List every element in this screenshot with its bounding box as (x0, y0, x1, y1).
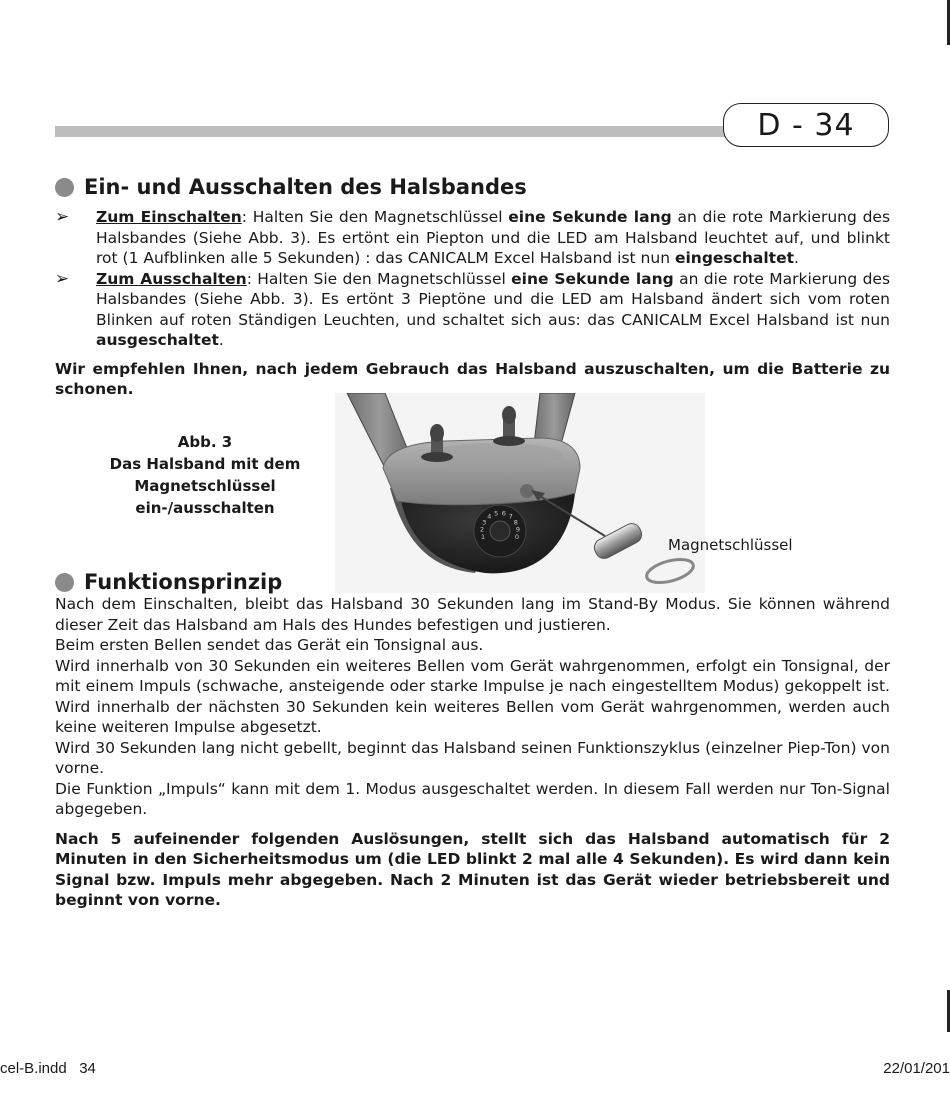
bullet-dot-icon (55, 573, 74, 592)
arrow-bullet-icon: ➢ (55, 207, 70, 227)
page-label: D - 34 (757, 107, 855, 143)
list-item-switch-off (55, 269, 890, 351)
dial-number: 3 (482, 518, 487, 527)
list-item-switch-on (55, 207, 890, 269)
section-title: Ein- und Ausschalten des Halsbandes (84, 175, 527, 199)
footer-file-info: cel-B.indd 34 (0, 1060, 96, 1077)
caption-line: Abb. 3 (177, 433, 233, 451)
dial-number: 5 (494, 509, 499, 518)
caption-line: Magnetschlüssel (134, 477, 276, 495)
arrow-bullet-icon: ➢ (55, 268, 70, 289)
dial-number: 6 (501, 509, 506, 518)
dial-number: 8 (513, 518, 518, 527)
item-lead: Zum Einschalten (96, 208, 242, 226)
paragraph-safety-mode: Nach 5 aufeinender folgenden Auslösungen, stellt sich das Halsband automatisch für 2 Minuten in den Sicherheitsmodus um (die LED blinkt 2 mal alle 4 Sekunden). Es wird dann kein Signal bzw. Impuls mehr abgegeben. Nach 2 Minuten ist das Gerät wieder betriebsbereit und beginnt von vorne. (55, 829, 890, 909)
paragraph: Wird innerhalb von 30 Sekunden ein weiteres Bellen vom Gerät wahrgenommen, erfolgt ein Tonsignal, der mit einem Impuls (schwache, ansteigende oder starke Impulse je nach eingestelltem Modus) gekoppelt ist. Wird innerhalb der nächsten 30 Sekunden kein weiteres Bellen vom Gerät wahrgenommen, werden auch keine weiteren Impulse abgesetzt. (55, 656, 890, 736)
caption-line: ein-/ausschalten (135, 499, 275, 517)
dial-number: 7 (508, 512, 513, 521)
item-text: an die rote Markierung des Halsbandes (Siehe Abb. 3). Es ertönt ein Piepton und die LED am Halsband leuchtet auf, und blinkt rot (1 Aufblinken alle 5 Sekunden) : das CANICALM Excel Halsband ist nun (96, 208, 891, 267)
item-bold: eine Sekunde lang (511, 269, 674, 288)
collar-illustration (335, 393, 705, 593)
item-bold: eingeschaltet (674, 249, 794, 267)
dial-number: 0 (514, 533, 519, 542)
dial-number: 2 (480, 525, 485, 534)
item-text: . (218, 331, 224, 349)
paragraph: Beim ersten Bellen sendet das Gerät ein Tonsignal aus. (55, 636, 484, 654)
item-text: an die rote Markierung des Halsbandes (Siehe Abb. 3). Es ertönt 3 Pieptöne und die LED am Halsband ändert sich vom roten Blinken auf roten Ständigen Leuchten, und schaltet sich aus: das CANICALM Excel Halsband ist nun (96, 269, 891, 329)
item-text: : Halten Sie den Magnetschlüssel (246, 269, 512, 288)
section2-body (55, 594, 890, 911)
bullet-dot-icon (55, 178, 74, 197)
footer-date: 22/01/201 (883, 1060, 950, 1077)
dial-number: 1 (481, 533, 486, 542)
caption-line: Das Halsband mit dem (109, 455, 301, 473)
dial-number: 4 (487, 512, 492, 521)
section-heading-switching (55, 175, 527, 199)
magnet-key-label: Magnetschlüssel (668, 536, 793, 554)
section-title: Funktionsprinzip (84, 570, 283, 594)
page-number-badge (723, 103, 889, 147)
paragraph: Die Funktion „Impuls“ kann mit dem 1. Modus ausgeschaltet werden. In diesem Fall werden nur Ton-Signal abgegeben. (55, 779, 890, 818)
item-lead: Zum Ausschalten (96, 269, 247, 288)
header-bar (55, 126, 745, 137)
paragraph: Nach dem Einschalten, bleibt das Halsband 30 Sekunden lang im Stand-By Modus. Sie können während dieser Zeit das Halsband am Hals des Hundes befestigen und justieren. (55, 595, 890, 634)
paragraph: Wird 30 Sekunden lang nicht gebellt, beginnt das Halsband seinen Funktionszyklus (einzelner Piep-Ton) von vorne. (55, 738, 890, 777)
item-text: : Halten Sie den Magnetschlüssel (241, 208, 509, 226)
item-bold: ausgeschaltet (96, 331, 219, 349)
item-text: . (794, 249, 799, 267)
section-heading-function (55, 570, 282, 594)
dial-number: 9 (515, 525, 520, 534)
section1-body (55, 207, 890, 400)
figure-caption (105, 431, 305, 519)
recommendation-text: Wir empfehlen Ihnen, nach jedem Gebrauch das Halsband auszuschalten, um die Batterie zu schonen. (55, 359, 890, 398)
item-bold: eine Sekunde lang (508, 208, 672, 226)
